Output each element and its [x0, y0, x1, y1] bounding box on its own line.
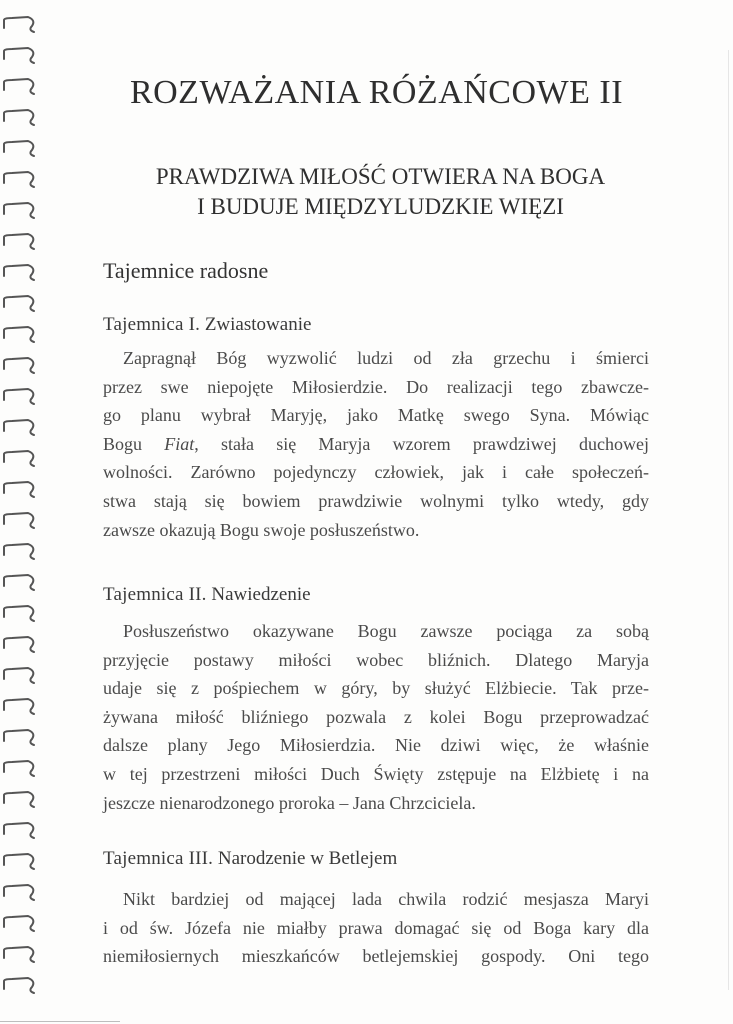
mystery-paragraph — [103, 885, 649, 971]
text-line: zawsze okazują Bogu swoje posłuszeństwo. — [103, 519, 420, 540]
text-line: i od św. Józefa nie miałby prawa domagać się od Boga kary dla — [103, 917, 649, 938]
mystery-heading — [103, 848, 397, 870]
mystery-name: Nawiedzenie — [211, 584, 311, 605]
text-line — [103, 430, 649, 459]
text-line: Nikt bardziej od mającej lada chwila rodzić mesjasza Maryi — [123, 889, 649, 909]
text-line: dalsze plany Jego Miłosierdzia. Nie dziwi więc, że właśnie — [103, 735, 649, 756]
mystery-number: Tajemnica I. — [103, 314, 201, 335]
text-line: go planu wybrał Maryję, jako Matkę swego Syna. Mówiąc — [103, 405, 649, 426]
text-line: w tej przestrzeni miłości Duch Święty zstępuje na Elżbietę i na — [103, 763, 649, 784]
text-fragment: , stała się Maryja wzorem prawdziwej duchowej — [194, 433, 650, 454]
subtitle-line: PRAWDZIWA MIŁOŚĆ OTWIERA NA BOGA — [155, 164, 606, 189]
mystery-heading — [103, 314, 311, 336]
text-line: wolności. Zarówno pojedynczy człowiek, jak i całe społeczeń- — [103, 462, 649, 483]
chapter-subtitle — [0, 162, 733, 222]
text-line: przyjęcie postawy miłości wobec bliźnich. Dlatego Maryja — [103, 649, 649, 670]
subtitle-line: I BUDUJE MIĘDZYLUDZKIE WIĘZI — [197, 194, 564, 219]
mystery-number: Tajemnica III. — [103, 848, 214, 869]
mystery-paragraph — [103, 617, 649, 817]
mystery-name: Narodzenie w Betlejem — [217, 848, 398, 869]
page-title: ROZWAŻANIA RÓŻAŃCOWE II — [129, 74, 624, 111]
mystery-heading — [103, 584, 311, 606]
section-heading: Tajemnice radosne — [103, 258, 269, 283]
text-line: przez swe niepojęte Miłosierdzie. Do realizacji tego zbawcze- — [103, 376, 649, 397]
text-line: jeszcze nienarodzonego proroka – Jana Chrzciciela. — [103, 792, 476, 813]
mystery-number: Tajemnica II. — [103, 584, 207, 605]
italic-word: Fiat — [164, 433, 195, 454]
text-line: udaje się z pośpiechem w góry, by służyć Elżbiecie. Tak prze- — [103, 678, 649, 699]
text-line: Posłuszeństwo okazywane Bogu zawsze pociąga za sobą — [123, 621, 649, 641]
mystery-name: Zwiastowanie — [204, 314, 312, 335]
text-fragment: Bogu — [103, 433, 165, 454]
mystery-paragraph — [103, 344, 649, 544]
text-line: niemiłosiernych mieszkańców betlejemskiej gospody. Oni tego — [103, 946, 649, 967]
text-line: stwa stają się bowiem prawdziwie wolnymi tylko wtedy, gdy — [103, 490, 649, 511]
text-line: Zapragnął Bóg wyzwolić ludzi od zła grzechu i śmierci — [123, 348, 649, 368]
text-line: żywana miłość bliźniego pozwala z kolei Bogu przeprowadzać — [103, 706, 649, 727]
